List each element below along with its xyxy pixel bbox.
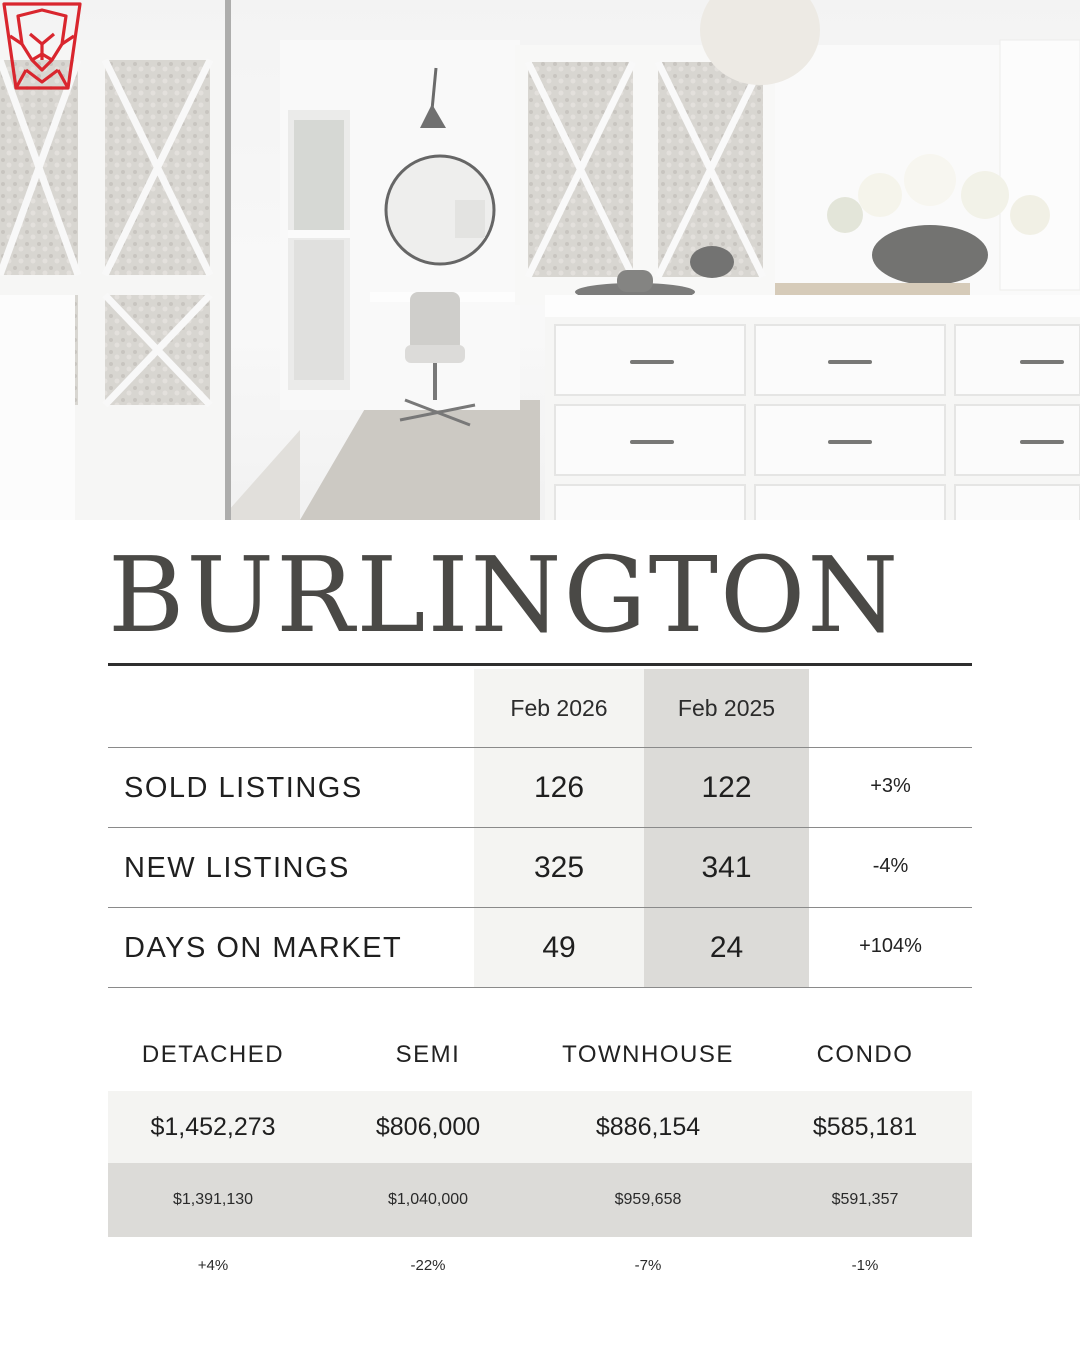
days-on-market-previous: 24 [709,931,744,964]
row-label-new-listings: NEW LISTINGS [124,852,350,884]
days-on-market-current: 49 [542,931,576,964]
row-label-sold-listings: SOLD LISTINGS [124,772,363,804]
townhouse-price-current: $886,154 [595,1113,701,1141]
header-townhouse: TOWNHOUSE [562,1041,734,1068]
header-semi: SEMI [395,1041,461,1068]
condo-price-previous: $591,357 [831,1191,899,1208]
semi-price-current: $806,000 [375,1113,481,1141]
column-header-previous: Feb 2025 [677,695,776,721]
condo-price-change: -1% [851,1257,879,1274]
title-underline [108,663,972,666]
detached-price-previous: $1,391,130 [172,1191,254,1208]
header-detached: DETACHED [141,1041,285,1068]
detached-price-change: +4% [197,1257,229,1274]
header-condo: CONDO [816,1041,914,1068]
walk-in-closet-illustration [0,0,1080,520]
days-on-market-change: +104% [859,935,922,957]
hero-photo [0,0,1080,520]
new-listings-change: -4% [872,855,909,877]
townhouse-price-previous: $959,658 [614,1191,682,1208]
city-title: BURLINGTON [108,534,901,656]
condo-price-current: $585,181 [812,1113,918,1141]
row-label-days-on-market: DAYS ON MARKET [124,932,403,964]
lion-shield-logo-icon [0,0,84,92]
column-header-current: Feb 2026 [510,695,608,721]
detached-price-current: $1,452,273 [150,1113,276,1141]
sold-listings-change: +3% [870,775,911,797]
townhouse-price-change: -7% [634,1257,662,1274]
new-listings-previous: 341 [701,851,752,884]
semi-price-previous: $1,040,000 [387,1191,469,1208]
sold-listings-previous: 122 [701,771,752,804]
semi-price-change: -22% [410,1257,446,1274]
sold-listings-current: 126 [533,771,585,804]
new-listings-current: 325 [533,851,585,884]
